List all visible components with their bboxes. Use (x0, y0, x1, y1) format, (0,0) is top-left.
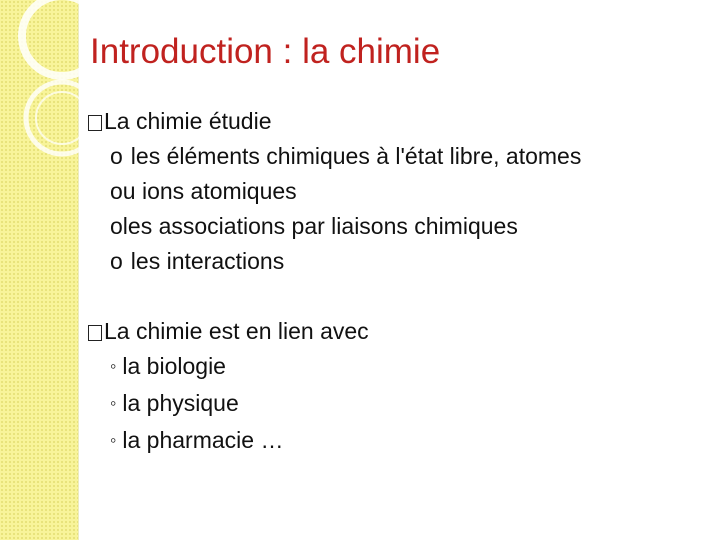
list-item (88, 209, 581, 244)
sub-bullet-marker: o (110, 248, 123, 274)
missing-glyph-bullet-icon (88, 325, 102, 341)
slide-body (88, 104, 581, 460)
ring-bullet-icon: ◦ (110, 430, 117, 450)
list-item (88, 139, 581, 174)
list-item-text: la biologie (122, 353, 226, 379)
section-1-heading: La chimie étudie (104, 108, 272, 134)
list-item-continuation (88, 174, 581, 209)
sub-bullet-marker: o (110, 143, 123, 169)
missing-glyph-bullet-icon (88, 115, 102, 131)
list-item (88, 423, 581, 460)
slide-title: Introduction : la chimie (90, 32, 441, 71)
ring-bullet-icon: ◦ (110, 393, 117, 413)
list-item-text: ou ions atomiques (110, 178, 297, 204)
bullet-section-2 (88, 314, 581, 349)
list-item-text: les interactions (130, 248, 285, 274)
list-item (88, 244, 581, 279)
sub-bullet-marker: o (110, 213, 123, 239)
bullet-section-1 (88, 104, 581, 139)
spacer (88, 279, 581, 314)
list-item (88, 386, 581, 423)
ring-bullet-icon: ◦ (110, 356, 117, 376)
section-2-heading: La chimie est en lien avec (104, 318, 369, 344)
list-item-text: la pharmacie … (122, 427, 284, 453)
list-item (88, 349, 581, 386)
list-item-text: les associations par liaisons chimiques (122, 213, 518, 239)
list-item-text: la physique (122, 390, 239, 416)
list-item-text: les éléments chimiques à l'état libre, atomes (130, 143, 582, 169)
